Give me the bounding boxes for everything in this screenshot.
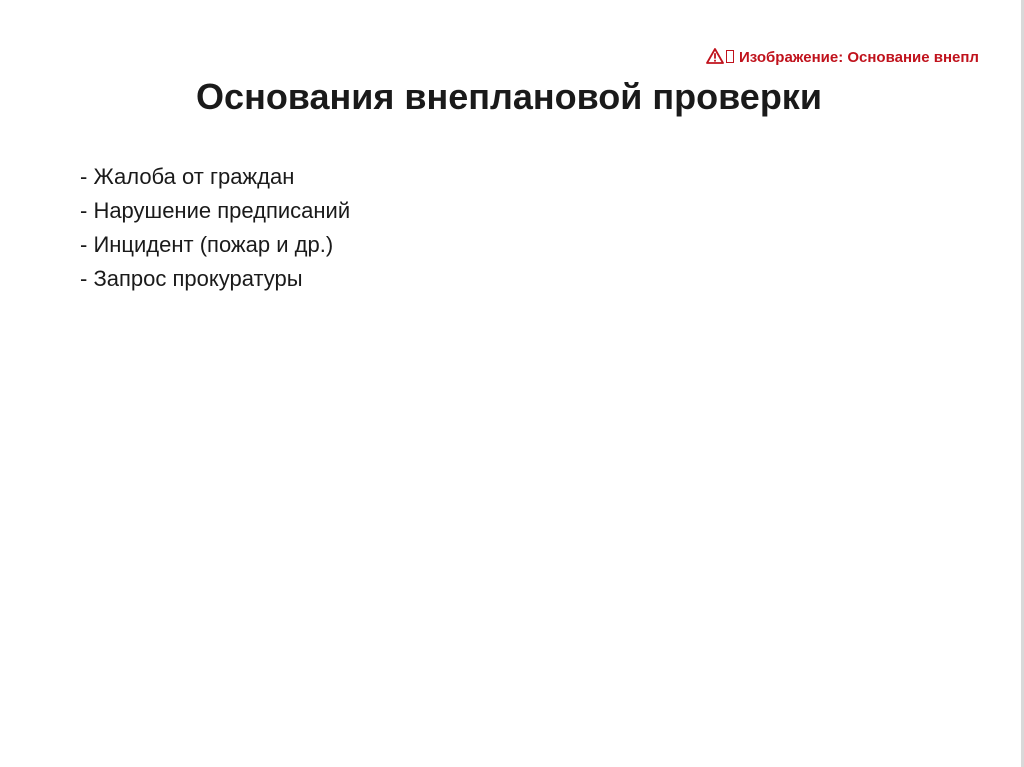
slide-title-text: Основания внеплановой проверки xyxy=(196,76,822,117)
bullet-list xyxy=(80,160,350,296)
list-item: - Жалоба от граждан xyxy=(80,164,295,189)
list-item: - Инцидент (пожар и др.) xyxy=(80,232,334,257)
list-item: - Запрос прокуратуры xyxy=(80,266,303,291)
missing-image-notice xyxy=(706,47,1024,69)
slide-title xyxy=(0,73,1024,121)
missing-glyph-box xyxy=(726,50,734,63)
missing-image-label: Изображение: Основание внепл xyxy=(739,49,979,66)
list-item: - Нарушение предписаний xyxy=(80,198,351,223)
warning-icon xyxy=(706,48,724,64)
